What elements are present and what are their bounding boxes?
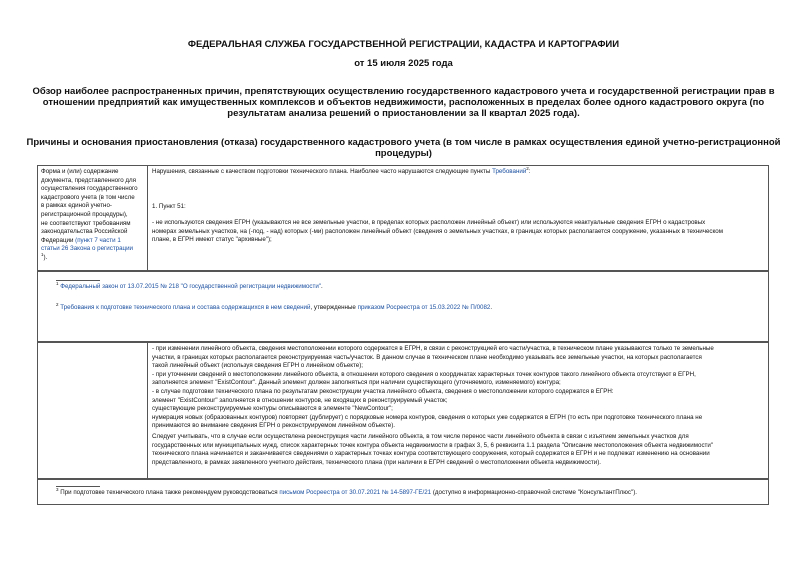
law-article-link[interactable]: (пункт 7 части 1 [75,236,121,244]
law-article-link-2[interactable]: статьи 26 Закона о регистрации [41,245,133,253]
rosreestr-letter-link[interactable]: письмом Росреестра от 30.07.2021 № 14-5897-ГЕ/21 [279,489,432,496]
footnote-1: $^1$ Федеральный закон от 13.07.2015 № 218 "О государственной регистрации недвижимости". [56,280,323,290]
footnote-3: $^3$ При подготовке технического плана также рекомендуем руководствоваться письмом Росреестра от 30.07.2021 № 14-5897-ГЕ/21 (доступно в информационно-справочной системе "КонсультантПлюс"). [56,486,637,496]
doc-title-line-3: результатам анализа решений о приостановлении за II квартал 2025 года). [227,108,580,119]
left-cell-text: Форма и (или) содержание документа, представленного для осуществления государственного кадастрового учета (в том числе в рамках единой учетно- регистрационной процедуры), не соответствуют требованиям законодательства Российской Федерации (пункт 7 части 1 статьи 26 Закона о регистрации $^1$). [41,168,138,261]
requirements-link[interactable]: Требований [492,168,527,175]
section-heading-line-2: процедуры) [375,148,432,159]
doc-title-line-1: Обзор наиболее распространенных причин, препятствующих осуществлению государственного кадастрового учета и государственной регистрации прав в [32,86,775,97]
footnote-rule [56,486,100,487]
requirements-doc-link[interactable]: Требования к подготовке технического плана и состава содержащихся в нем сведений [60,304,311,311]
doc-title-line-2: отношении предприятий как имущественных комплексов и объектов недвижимости, расположенных в пределах более одного кадастрового округа (по [42,97,765,108]
table-divider [147,165,148,271]
section-heading-line-1: Причины и основания приостановления (отказа) государственного кадастрового учета (в том числе в рамках осуществления единой учетно-регистрационной [26,137,781,148]
table-divider [147,342,148,479]
right-cell-text: Нарушения, связанные с качеством подготовки технического плана. Наиболее часто нарушаются следующие пункты Требований$^2$: 1. Пункт 51: - не используются сведения ЕГРН (указываются не все земельные участки, в пределах которых расположен линейный объект) или используются неактуальные сведения ЕГРН о кадастровых номерах земельных участков, на (-под, - над) которых (-ми) расположен линейный объект (сведения о земельных участках, в границах которых располагается сооружение, указанных в техническом плане, в ЕГРН имеют статус "архивные"); [152,165,723,244]
continuation-text: - при изменении линейного объекта, сведения местоположении которого содержатся в ЕГРН, в связи с реконструкцией его части/участка, в техническом плане указываются только те земельные участки, в границах которых располагается реконструируемая часть/участок. В данном случае в техническом плане необходимо указывать все земельные участки, на которых располагается такой линейный объект (используя сведения ЕГРН о линейном объекте); - при уточнении сведений о местоположении линейного объекта, в отношении которого сведения о координатах характерных точек контуров такого линейного объекта отсутствуют в ЕГРН, заполняется элемент "ExistContour". Данный элемент должен заполняться при наличии существующего (уточняемого, изменяемого) контура; - в случае подготовки технического плана по результатам реконструкции участка линейного объекта, сведения о местоположении которого содержатся в ЕГРН: элемент "ExistContour" заполняется в отношении контуров, не входящих в реконструируемый участок; существующие реконструируемые контуры описываются в элементе "NewContour"; нумерация новых (образованных контуров) повторяет (дублирует) с порядковые номера контуров, сведения о которых уже содержатся в ЕГРН (то есть при подготовке технического плана не принимаются во внимание сведения ЕГРН о реконструируемом линейном объекте). Следует учитывать, что в случае если осуществлена реконструкция части линейного объекта, в том числе перенос части линейного объекта в связи с изъятием земельных участков для государственных или муниципальных нужд, список характерных точек контура объекта недвижимости в графах 3, 5, 6 реквизита 1.1 раздела "Описание местоположения объекта недвижимости" технического плана начинается и заканчивается сведениями о характерных точках контура соответствующего сооружения, который содержатся в ЕГРН и не подлежат изменению на основании представленного, в рамках заявленного учетного действия, технического плана (при наличии в ЕГРН сведений о местоположении объекта недвижимости). [152,345,714,466]
agency-title: ФЕДЕРАЛЬНАЯ СЛУЖБА ГОСУДАРСТВЕННОЙ РЕГИСТРАЦИИ, КАДАСТРА И КАРТОГРАФИИ [187,39,620,50]
document-date: от 15 июля 2025 года [354,58,453,69]
federal-law-link[interactable]: Федеральный закон от 13.07.2015 № 218 "О государственной регистрации недвижимости" [60,283,321,290]
footnote-2: $^2$ Требования к подготовке технического плана и состава содержащихся в нем сведений, утвержденные приказом Росреестра от 15.03.2022 № П/0082. [56,301,493,311]
rosreestr-order-link[interactable]: приказом Росреестра от 15.03.2022 № П/0082 [357,304,491,311]
footnote-rule [56,280,100,281]
